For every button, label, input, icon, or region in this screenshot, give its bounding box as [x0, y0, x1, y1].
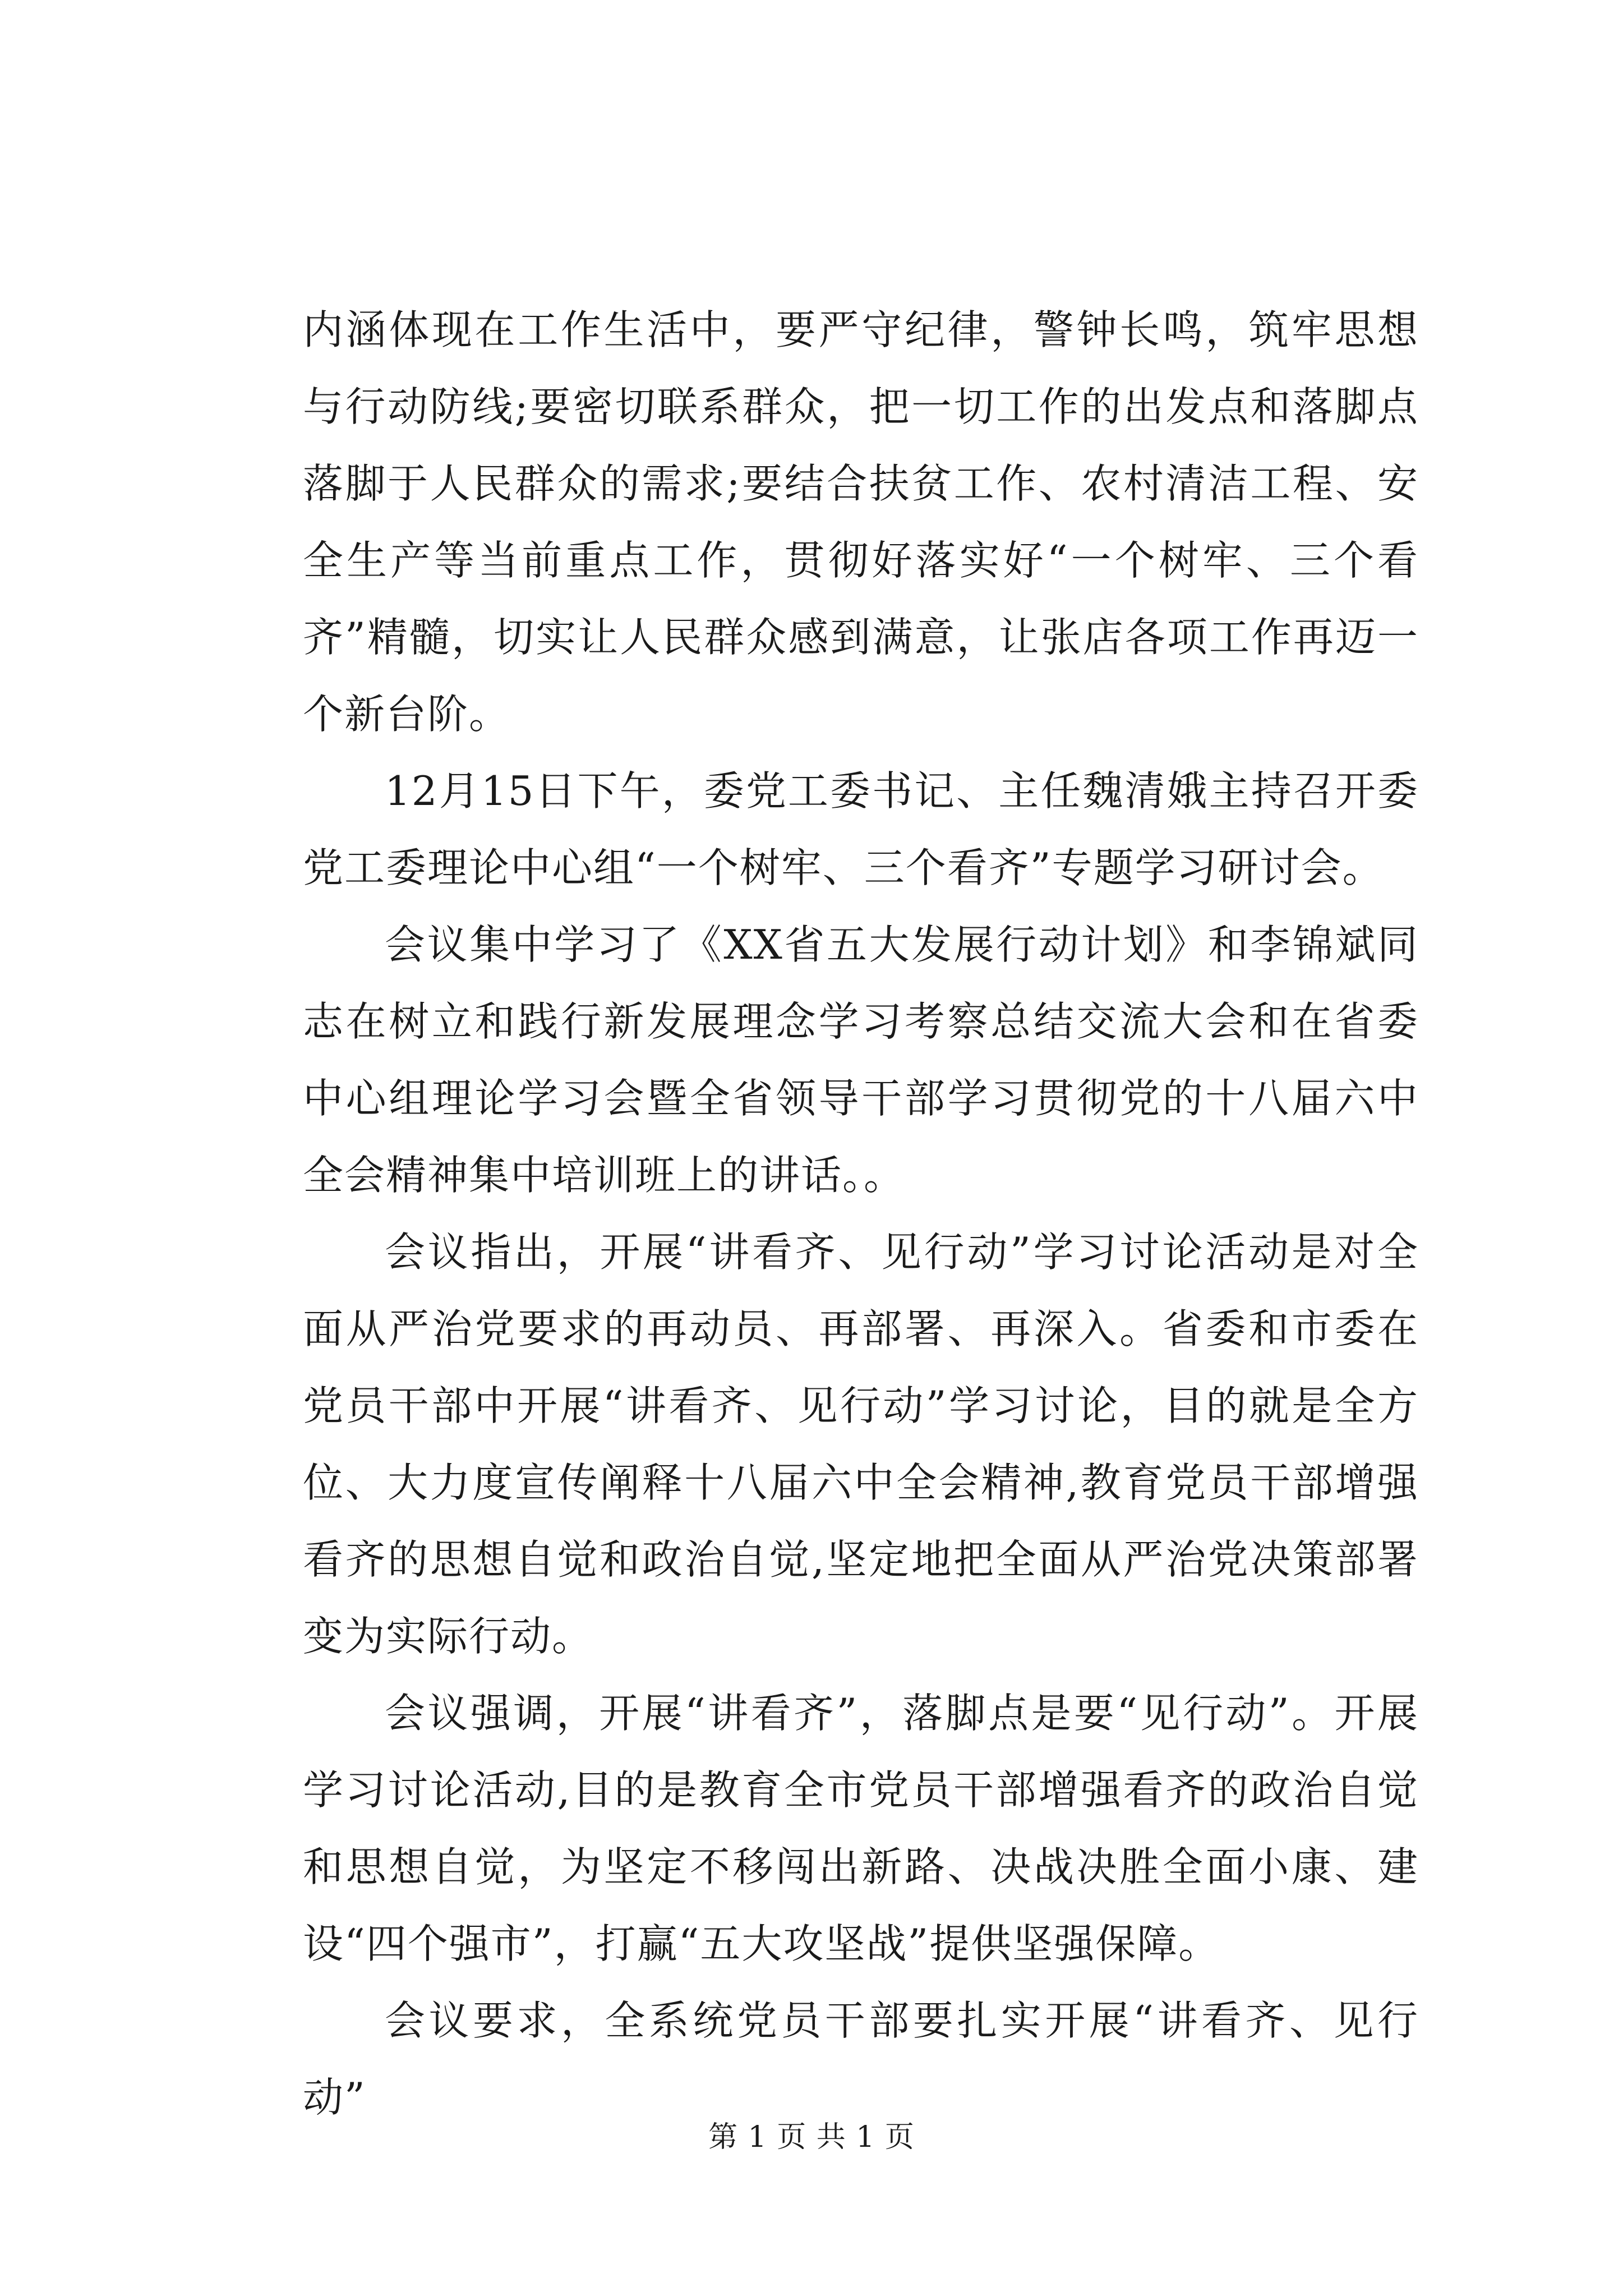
- paragraph-study-content: 会议集中学习了《XX省五大发展行动计划》和李锦斌同志在树立和践行新发展理念学习考察总结交流大会和在省委中心组理论学习会暨全省领导干部学习贯彻党的十八届六中全会精神集中培训班上的讲话。。: [303, 921, 1419, 1199]
- paragraph-meeting-emphasized: 会议强调，开展“讲看齐”，落脚点是要“见行动”。开展学习讨论活动,目的是教育全市党员干部增强看齐的政治自觉和思想自觉，为坚定不移闯出新路、决战决胜全面小康、建设“四个强市”，打赢“五大攻坚战”提供坚强保障。: [303, 1690, 1419, 1967]
- paragraph-continuation: 内涵体现在工作生活中，要严守纪律，警钟长鸣，筑牢思想与行动防线;要密切联系群众，把一切工作的出发点和落脚点落脚于人民群众的需求;要结合扶贫工作、农村清洁工程、安全生产等当前重点工作，贯彻好落实好“一个树牢、三个看齐”精髓，切实让人民群众感到满意，让张店各项工作再迈一个新台阶。: [303, 306, 1419, 738]
- page-footer: 第 1 页 共 1 页: [708, 2120, 915, 2154]
- paragraph-meeting-required: 会议要求，全系统党员干部要扎实开展“讲看齐、见行动”: [303, 1997, 1419, 2121]
- document-body: [303, 292, 1419, 2136]
- paragraph-meeting-intro: 12月15日下午，委党工委书记、主任魏清娥主持召开委党工委理论中心组“一个树牢、三个看齐”专题学习研讨会。: [303, 767, 1419, 891]
- paragraph-meeting-noted: 会议指出，开展“讲看齐、见行动”学习讨论活动是对全面从严治党要求的再动员、再部署、再深入。省委和市委在党员干部中开展“讲看齐、见行动”学习讨论，目的就是全方位、大力度宣传阐释十八届六中全会精神,教育党员干部增强看齐的思想自觉和政治自觉,坚定地把全面从严治党决策部署变为实际行动。: [303, 1228, 1419, 1660]
